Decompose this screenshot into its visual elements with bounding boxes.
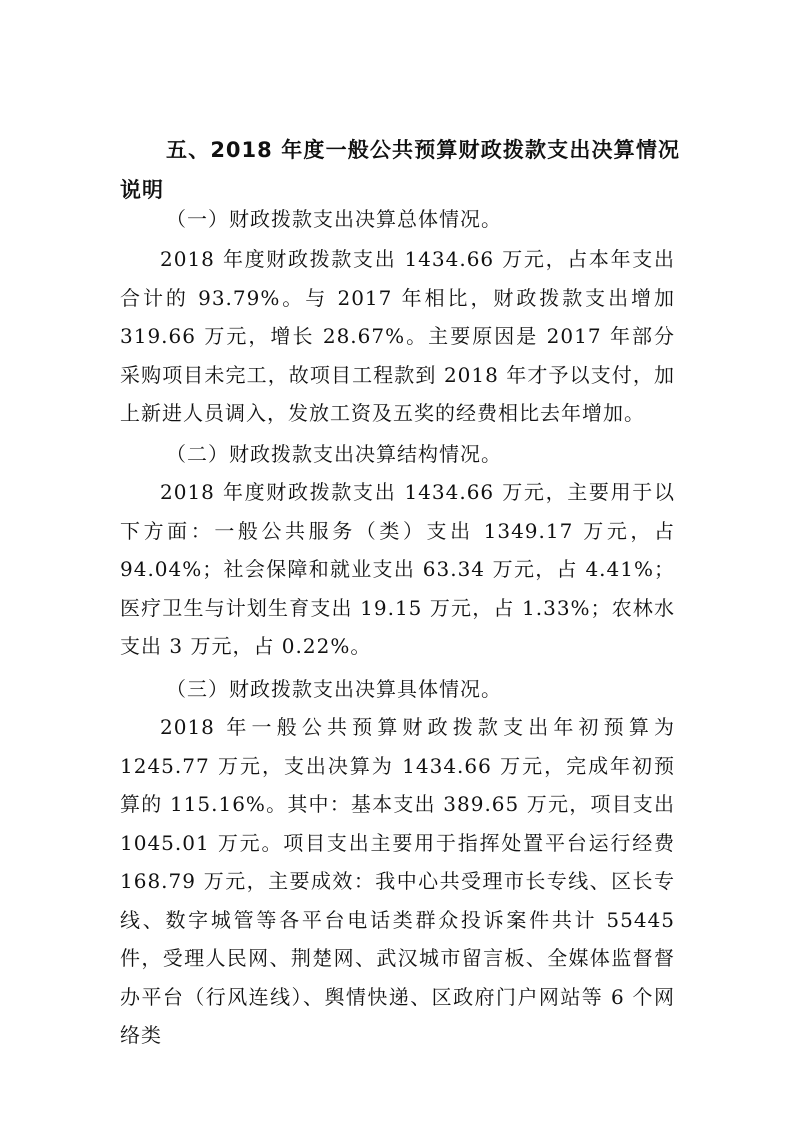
paragraph-structure: 2018 年度财政拨款支出 1434.66 万元，主要用于以下方面：一般公共服务（类）支出 1349.17 万元，占 94.04%；社会保障和就业支出 63.34 万元，占 4.41%；医疗卫生与计划生育支出 19.15 万元，占 1.33%；农林水支出 3 万元，占 0.22%。 — [120, 480, 675, 658]
paragraph-details: 2018 年一般公共预算财政拨款支出年初预算为 1245.77 万元，支出决算为 1434.66 万元，完成年初预算的 115.16%。其中：基本支出 389.65 万元，项目支出 1045.01 万元。项目支出主要用于指挥处置平台运行经费 168.79 万元，主要成效：我中心共受理市长专线、区长专线、数字城管等各平台电话类群众投诉案件共计 55445 件，受理人民网、荆楚网、武汉城市留言板、全媒体监督督办平台（行风连线）、舆情快递、区政府门户网站等 6 个网络类 — [120, 715, 675, 1047]
subsection-title-overall: （一）财政拨款支出决算总体情况。 — [166, 207, 502, 231]
section-heading: 五、2018 年度一般公共预算财政拨款支出决算情况说明 — [120, 138, 680, 202]
subsection-title-details: （三）财政拨款支出决算具体情况。 — [166, 677, 502, 701]
paragraph-overall: 2018 年度财政拨款支出 1434.66 万元，占本年支出合计的 93.79%。与 2017 年相比，财政拨款支出增加 319.66 万元，增长 28.67%。主要原因是 2017 年部分采购项目未完工，故项目工程款到 2018 年才予以支付，加上新进人员调入，发放工资及五奖的经费相比去年增加。 — [120, 247, 675, 425]
subsection-title-structure: （二）财政拨款支出决算结构情况。 — [166, 442, 502, 466]
